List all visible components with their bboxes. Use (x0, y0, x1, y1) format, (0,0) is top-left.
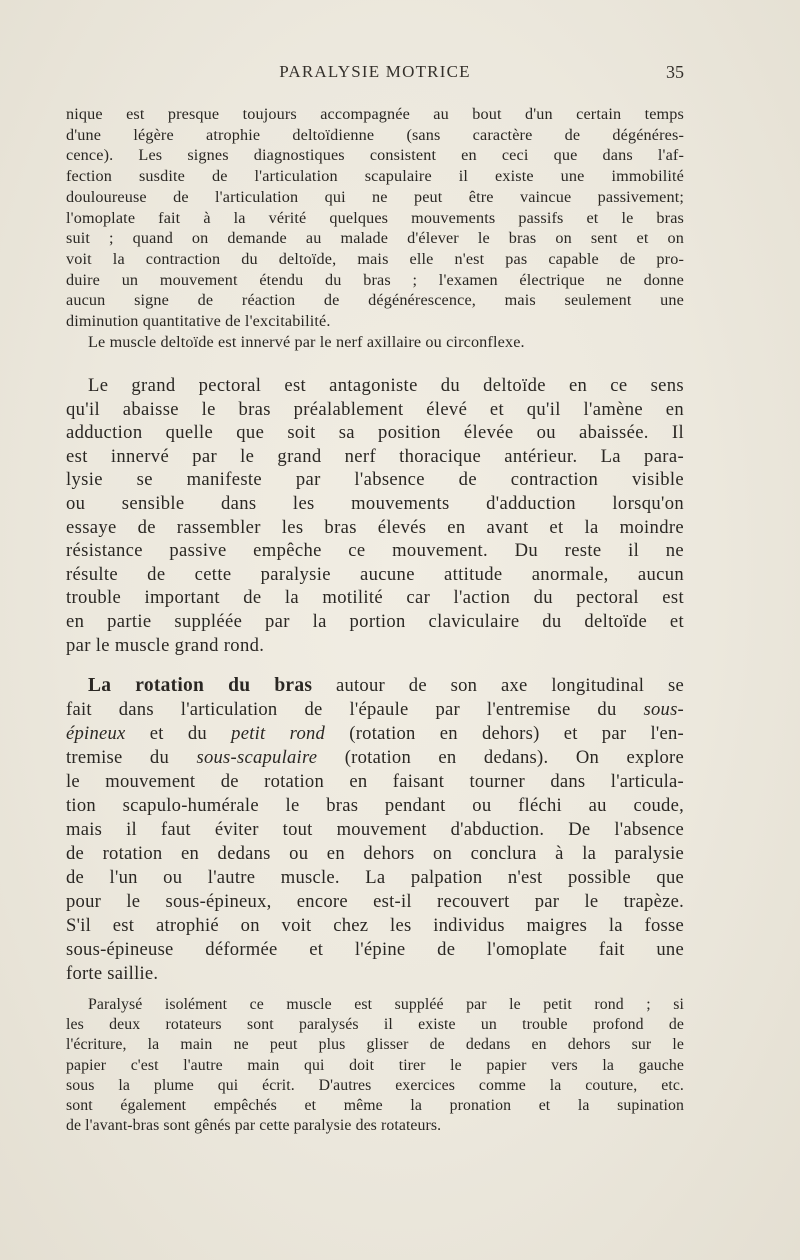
text-line (66, 698, 684, 722)
text-line: Paralysé isolément ce muscle est suppléé par le petit rond ; si (88, 996, 684, 1013)
text-line: sous la plume qui écrit. D'autres exercices comme la couture, etc. (66, 1076, 684, 1094)
text-line: l'omoplate fait à la vérité quelques mouvements passifs et le bras (66, 208, 684, 227)
text-line: Le muscle deltoïde est innervé par le nerf axillaire ou circonflexe. (88, 332, 525, 351)
paragraph-rotation (66, 674, 684, 986)
paragraph-deltoid-continuation (66, 104, 684, 352)
text-line: essaye de rassembler les bras élevés en avant et la moindre (66, 516, 684, 538)
text-line: suit ; quand on demande au malade d'élever le bras on sent et on (66, 229, 684, 248)
text-line: d'une légère atrophie deltoïdienne (sans caractère de dégénéres- (66, 125, 684, 144)
text-line: qu'il abaisse le bras préalablement élevé et qu'il l'amène en (66, 398, 684, 420)
text-line: pour le sous-épineux, encore est-il recouvert par le trapèze. (66, 891, 684, 912)
text-line: de rotation en dedans ou en dehors on conclura à la paralysie (66, 843, 684, 864)
text-line: duire un mouvement étendu du bras ; l'examen électrique ne donne (66, 270, 684, 289)
text-line: voit la contraction du deltoïde, mais elle n'est pas capable de pro- (66, 249, 684, 268)
text-run: fait dans l'articulation de l'épaule par l'entremise du (66, 699, 644, 720)
text-line: sont également empêchés et même la pronation et la supination (66, 1097, 684, 1115)
text-line: mais il faut éviter tout mouvement d'abduction. De l'absence (66, 819, 684, 840)
text-run: et du (125, 723, 232, 744)
text-line: fection susdite de l'articulation scapulaire il existe une immobilité (66, 167, 684, 186)
page-number: 35 (666, 62, 684, 82)
text-line: nique est presque toujours accompagnée au bout d'un certain temps (66, 105, 684, 123)
text-line: ou sensible dans les mouvements d'adduction lorsqu'on (66, 492, 684, 514)
paragraph-grand-pectoral (66, 374, 684, 657)
text-line: les deux rotateurs sont paralysés il existe un trouble profond de (66, 1016, 684, 1034)
section-lead: La rotation du bras (88, 675, 313, 696)
text-line: aucun signe de réaction de dégénérescence, mais seulement une (66, 291, 684, 310)
text-line: douloureuse de l'articulation qui ne peut être vaincue passivement; (66, 187, 684, 206)
text-line: le mouvement de rotation en faisant tourner dans l'articula- (66, 771, 684, 792)
text-line (66, 674, 684, 698)
text-line: diminution quantitative de l'excitabilité. (66, 312, 331, 331)
italic-term: petit rond (231, 723, 326, 744)
text-run: tremise du (66, 747, 197, 768)
text-line: en partie suppléée par la portion claviculaire du deltoïde et (66, 610, 684, 632)
text-line (66, 722, 684, 746)
text-run: (rotation en dehors) et par l'en- (325, 723, 684, 744)
text-line: Le grand pectoral est antagoniste du deltoïde en ce sens (88, 375, 684, 396)
text-line (66, 746, 684, 770)
text-line: de l'un ou l'autre muscle. La palpation n'est possible que (66, 867, 684, 888)
italic-term: épineux (66, 723, 126, 744)
running-title: PARALYSIE MOTRICE (279, 62, 471, 81)
italic-term: sous- (643, 699, 684, 720)
text-line: de l'avant-bras sont gênés par cette paralysie des rotateurs. (66, 1117, 442, 1135)
text-line: adduction quelle que soit sa position élevée ou abaissée. Il (66, 422, 684, 444)
text-run: autour de son axe longitudinal se (312, 675, 684, 696)
text-line: S'il est atrophié on voit chez les individus maigres la fosse (66, 915, 684, 936)
text-line: par le muscle grand rond. (66, 634, 265, 656)
text-line: tion scapulo-humérale le bras pendant ou fléchi au coude, (66, 795, 684, 816)
text-line: cence). Les signes diagnostiques consistent en ceci que dans l'af- (66, 146, 684, 165)
text-line: résistance passive empêche ce mouvement. Du reste il ne (66, 540, 684, 562)
text-line: résulte de cette paralysie aucune attitude anormale, aucun (66, 563, 684, 585)
text-line: lysie se manifeste par l'absence de contraction visible (66, 469, 684, 491)
text-line: papier c'est l'autre main qui doit tirer le papier vers la gauche (66, 1056, 684, 1074)
paragraph-rotators-note (66, 995, 684, 1136)
text-line: trouble important de la motilité car l'action du pectoral est (66, 587, 684, 609)
text-line: sous-épineuse déformée et l'épine de l'omoplate fait une (66, 939, 684, 960)
text-run: (rotation en dedans). On explore (317, 747, 684, 768)
running-head (66, 62, 684, 88)
italic-term: sous-scapulaire (196, 747, 318, 768)
text-line: est innervé par le grand nerf thoracique antérieur. La para- (66, 445, 684, 467)
text-line: forte saillie. (66, 963, 159, 984)
text-line: l'écriture, la main ne peut plus glisser de dedans en dehors sur le (66, 1036, 684, 1054)
